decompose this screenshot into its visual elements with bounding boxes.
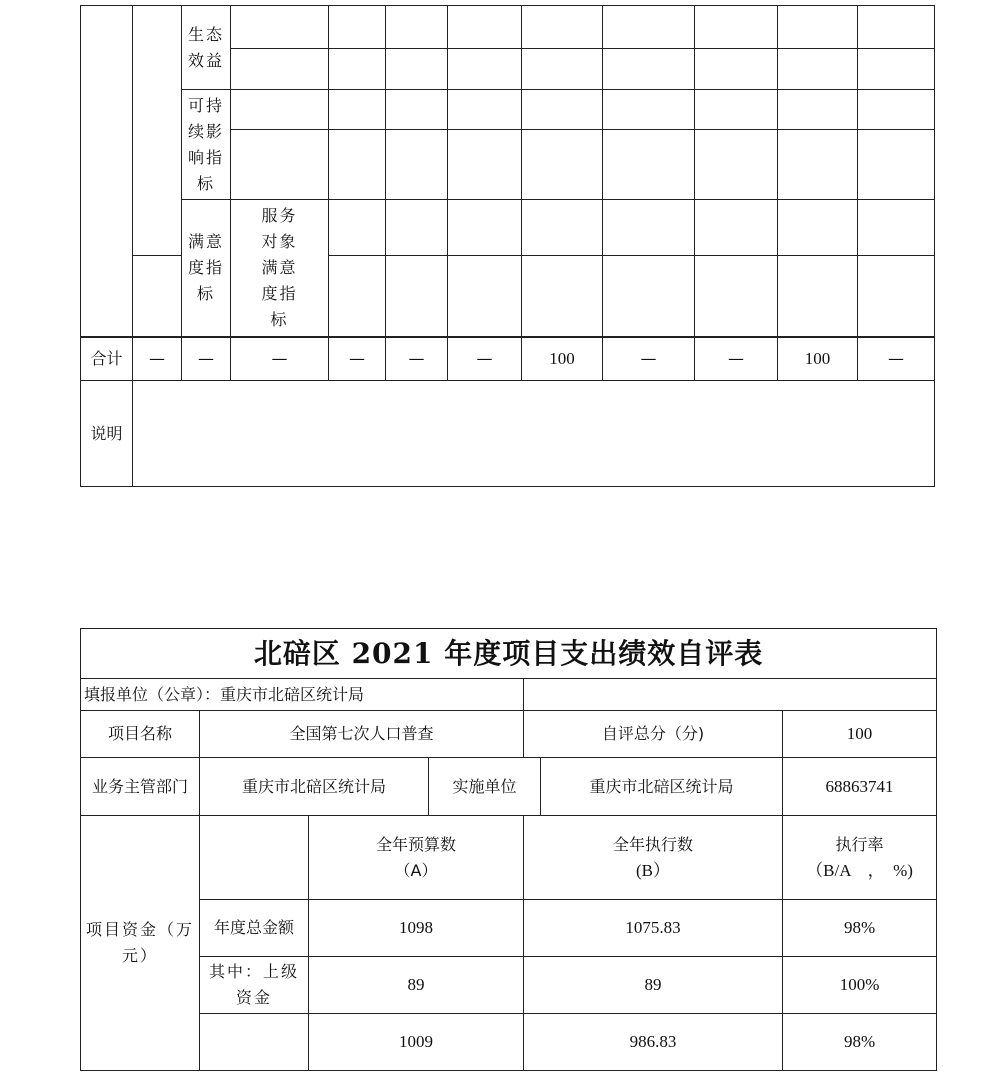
dept: 重庆市北碚区统计局: [200, 758, 429, 816]
table-row: 其中：上级资金 89 89 100%: [81, 957, 937, 1014]
notes-label: 说明: [81, 381, 133, 487]
indicator-satisfaction: 满意度指标: [182, 200, 231, 337]
funds-label: 项目资金（万元）: [81, 816, 200, 1071]
indicator-sustainable: 可持续影响指标: [182, 90, 231, 200]
total-table: [80, 337, 935, 487]
impl: 重庆市北碚区统计局: [541, 758, 783, 816]
page-title: 北碚区 2021 年度项目支出绩效自评表: [81, 629, 937, 679]
total-row: 合计 — — — — — — 100 — — 100 —: [81, 338, 935, 381]
dept-label: 业务主管部门: [81, 758, 200, 816]
budget-header: 全年预算数 （A）: [309, 816, 524, 900]
indicator-service-satisfaction: 服务对象满意度指标: [231, 200, 329, 337]
self-score: 100: [783, 711, 937, 758]
project-name-label: 项目名称: [81, 711, 200, 758]
impl-label: 实施单位: [429, 758, 541, 816]
fill-unit: 填报单位（公章）：重庆市北碚区统计局: [81, 679, 524, 711]
table-row: 年度总金额 1098 1075.83 98%: [81, 900, 937, 957]
category-cell: [81, 6, 133, 337]
table-row: 1009 986.83 98%: [81, 1014, 937, 1071]
subcategory-cell: [133, 6, 182, 256]
project-name: 全国第七次人口普查: [200, 711, 524, 758]
performance-indicator-table: [80, 5, 935, 337]
total-score-2: 100: [778, 338, 858, 381]
notes-row: [81, 381, 935, 487]
total-score-1: 100: [522, 338, 603, 381]
self-score-label: 自评总分（分): [524, 711, 783, 758]
rate-header: 执行率 （B/A ， %): [783, 816, 937, 900]
indicator-ecological: 生态效益: [182, 6, 231, 90]
notes-content: [133, 381, 935, 487]
self-evaluation-table: [80, 628, 937, 1071]
total-label: 合计: [81, 338, 133, 381]
phone: 68863741: [783, 758, 937, 816]
actual-header: 全年执行数 (B）: [524, 816, 783, 900]
